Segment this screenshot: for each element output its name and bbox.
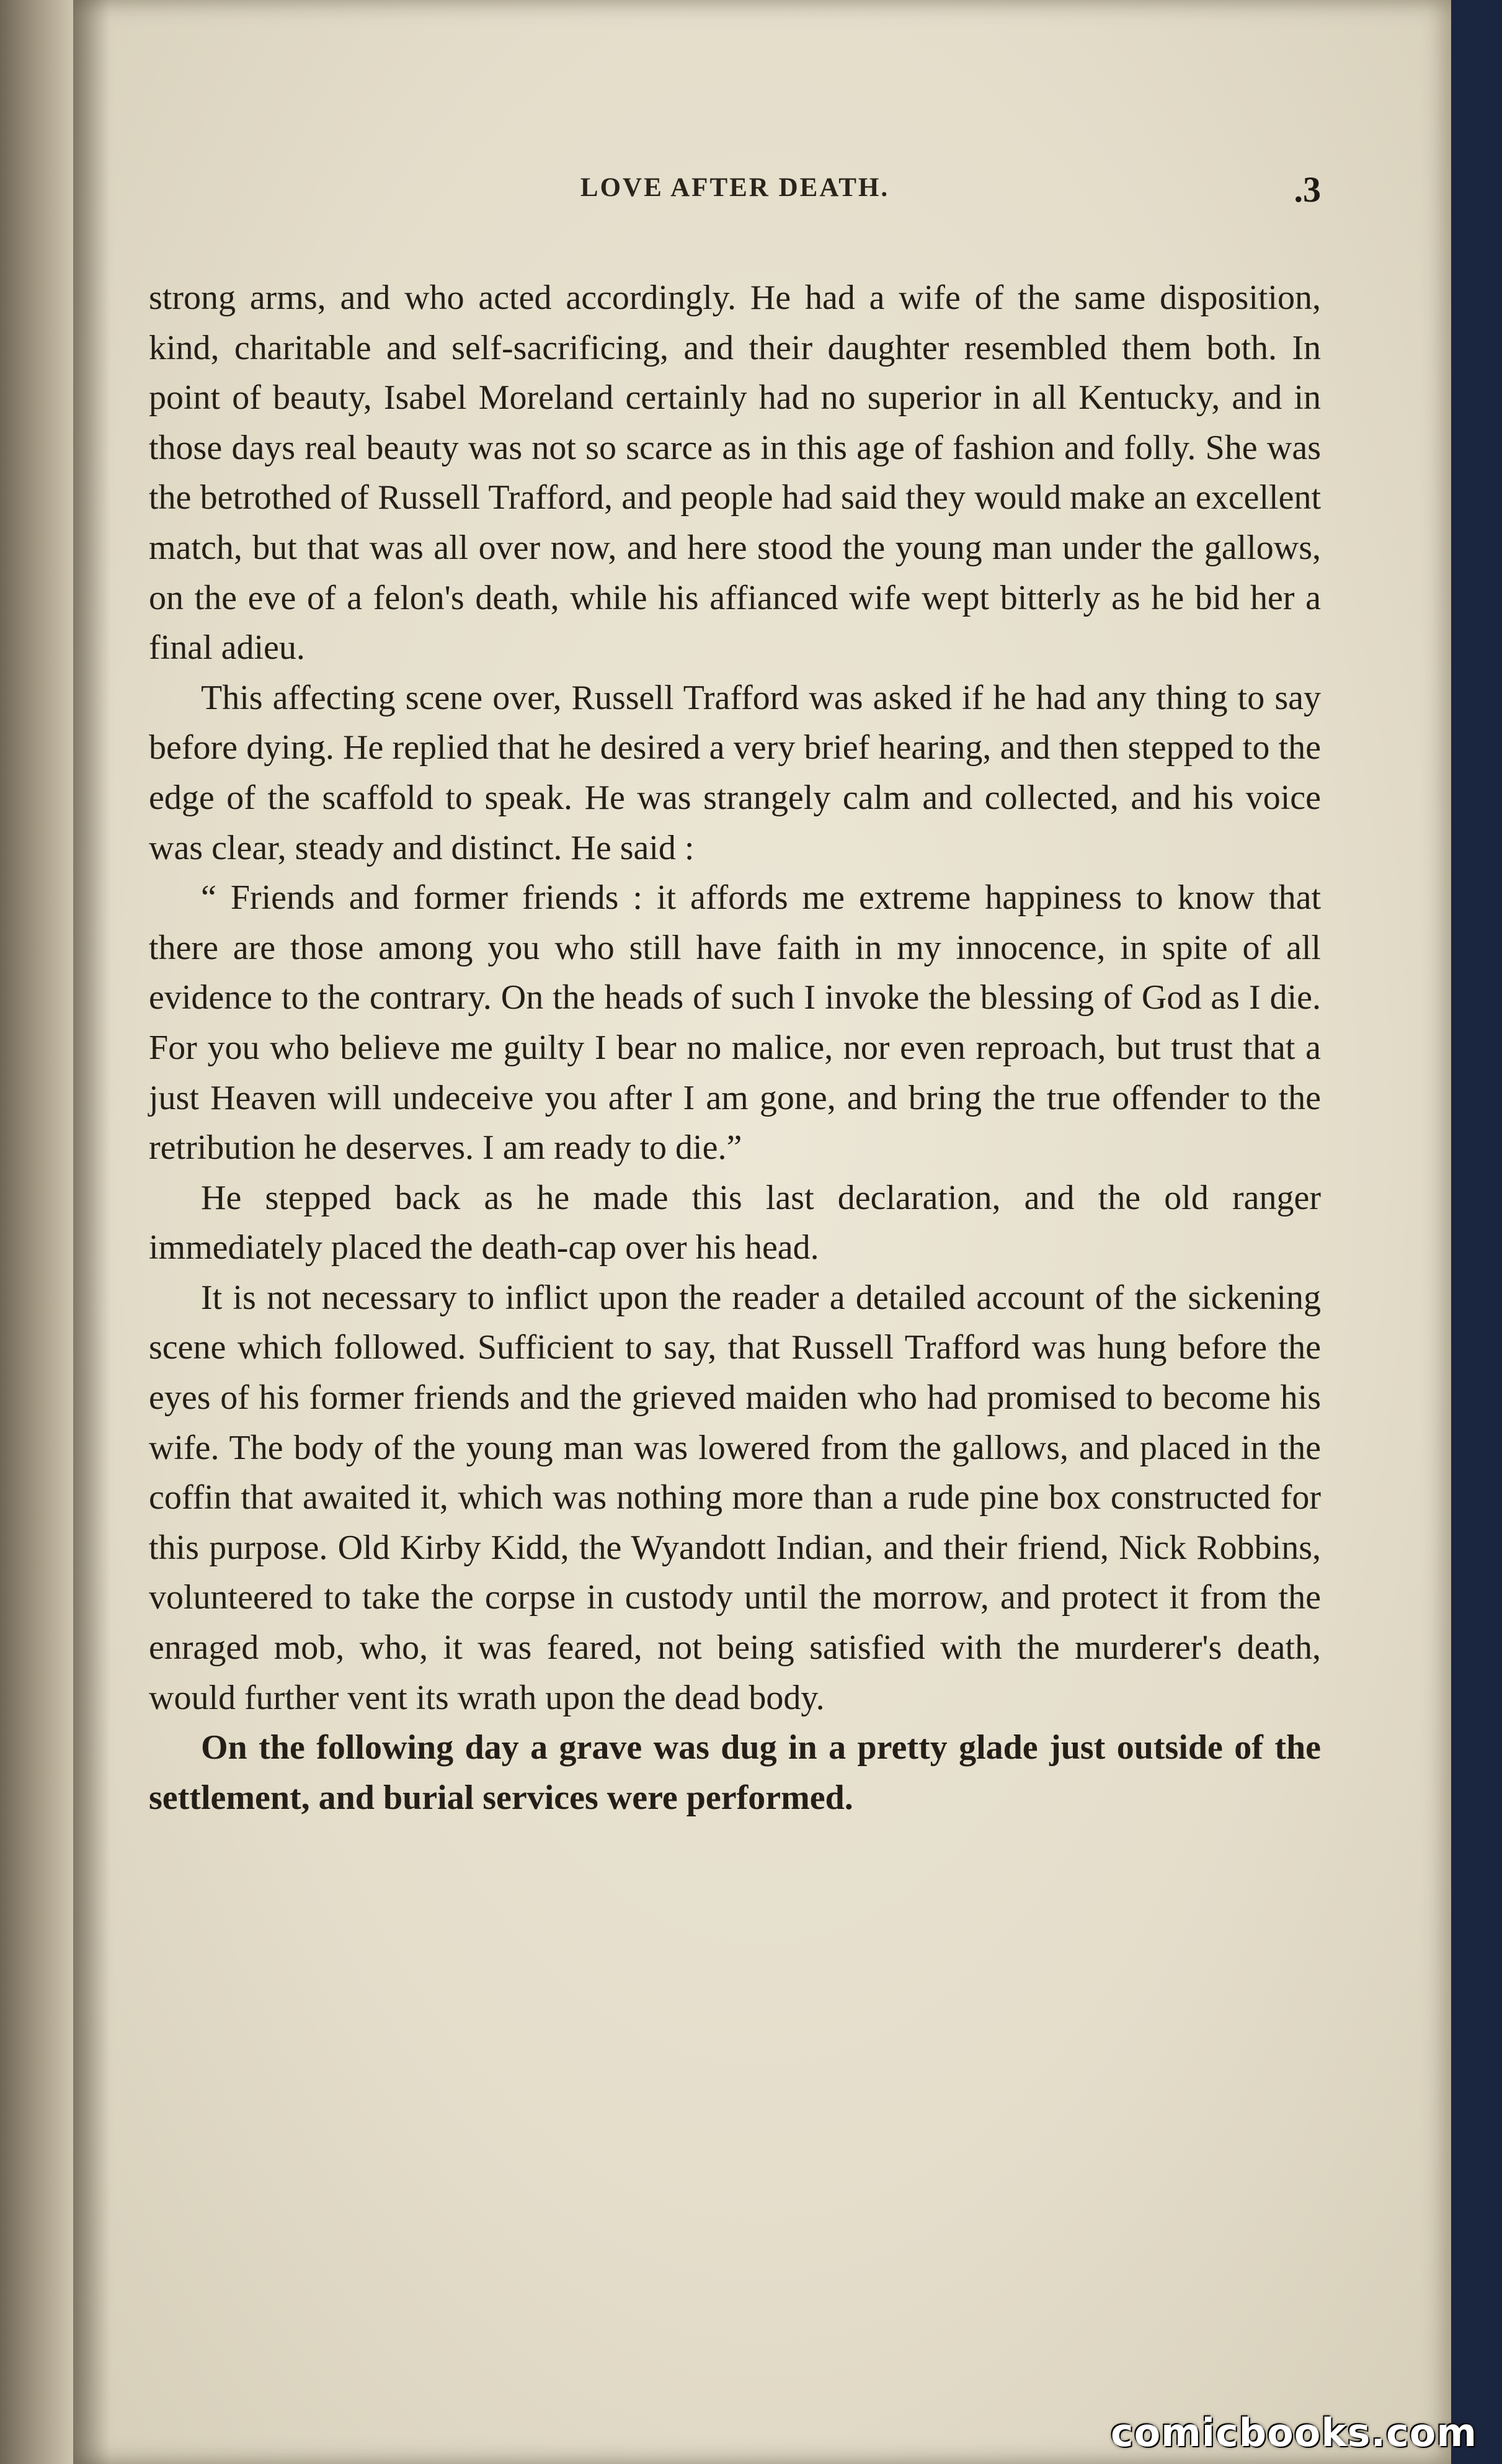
paragraph-4: He stepped back as he made this last declaration, and the old ranger immediately placed the death-cap over his head. <box>149 1178 1321 1267</box>
watermark: comicbooks.com <box>1110 2410 1477 2455</box>
running-title: LOVE AFTER DEATH. <box>580 173 890 202</box>
paragraph-3: “ Friends and former friends : it affords me extreme happiness to know that there are those among you who still have faith in my innocence, in spite of all evidence to the contrary. On the heads of such I invoke the blessing of God as I die. For you who believe me guilty I bear no malice, nor even reproach, but trust that a just Heaven will undeceive you after I am gone, and bring the true offender to the retribution he deserves. I am ready to die.” <box>149 878 1321 1167</box>
paragraph-2: This affecting scene over, Russell Trafford was asked if he had any thing to say before dying. He replied that he desired a very brief hearing, and then stepped to the edge of the scaffold to speak. He was strangely calm and collected, and his voice was clear, steady and distinct. He said : <box>149 678 1321 867</box>
paragraph-5: It is not necessary to inflict upon the reader a detailed account of the sickening scene which followed. Sufficient to say, that Russell Trafford was hung before the eyes of his former friends and the grieved maiden who had promised to become his wife. The body of the young man was lowered from the gallows, and placed in the coffin that awaited it, which was nothing more than a rude pine box constructed for this purpose. Old Kirby Kidd, the Wyandott Indian, and their friend, Nick Robbins, volunteered to take the corpse in custody until the morrow, and protect it from the enraged mob, who, it was feared, not being satisfied with the murderer's death, would further vent its wrath upon the dead body. <box>149 1278 1321 1717</box>
background-right <box>1451 0 1502 2464</box>
paragraph-6: On the following day a grave was dug in a pretty glade just outside of the settlement, and burial services were performed. <box>149 1728 1321 1817</box>
spine-shadow <box>73 0 110 2464</box>
body-text <box>149 273 1321 1823</box>
page-gutter-left <box>0 0 73 2464</box>
page-number: .3 <box>1294 169 1321 210</box>
page-header <box>149 169 1321 222</box>
paragraph-1: strong arms, and who acted accordingly. He had a wife of the same disposition, kind, charitable and self-sacrificing, and their daughter resembled them both. In point of beauty, Isabel Moreland certainly had no superior in all Kentucky, and in those days real beauty was not so scarce as in this age of fashion and folly. She was the betrothed of Russell Trafford, and people had said they would make an excellent match, but that was all over now, and here stood the young man under the gallows, on the eve of a felon's death, while his affianced wife wept bitterly as he bid her a final adieu. <box>149 279 1321 667</box>
